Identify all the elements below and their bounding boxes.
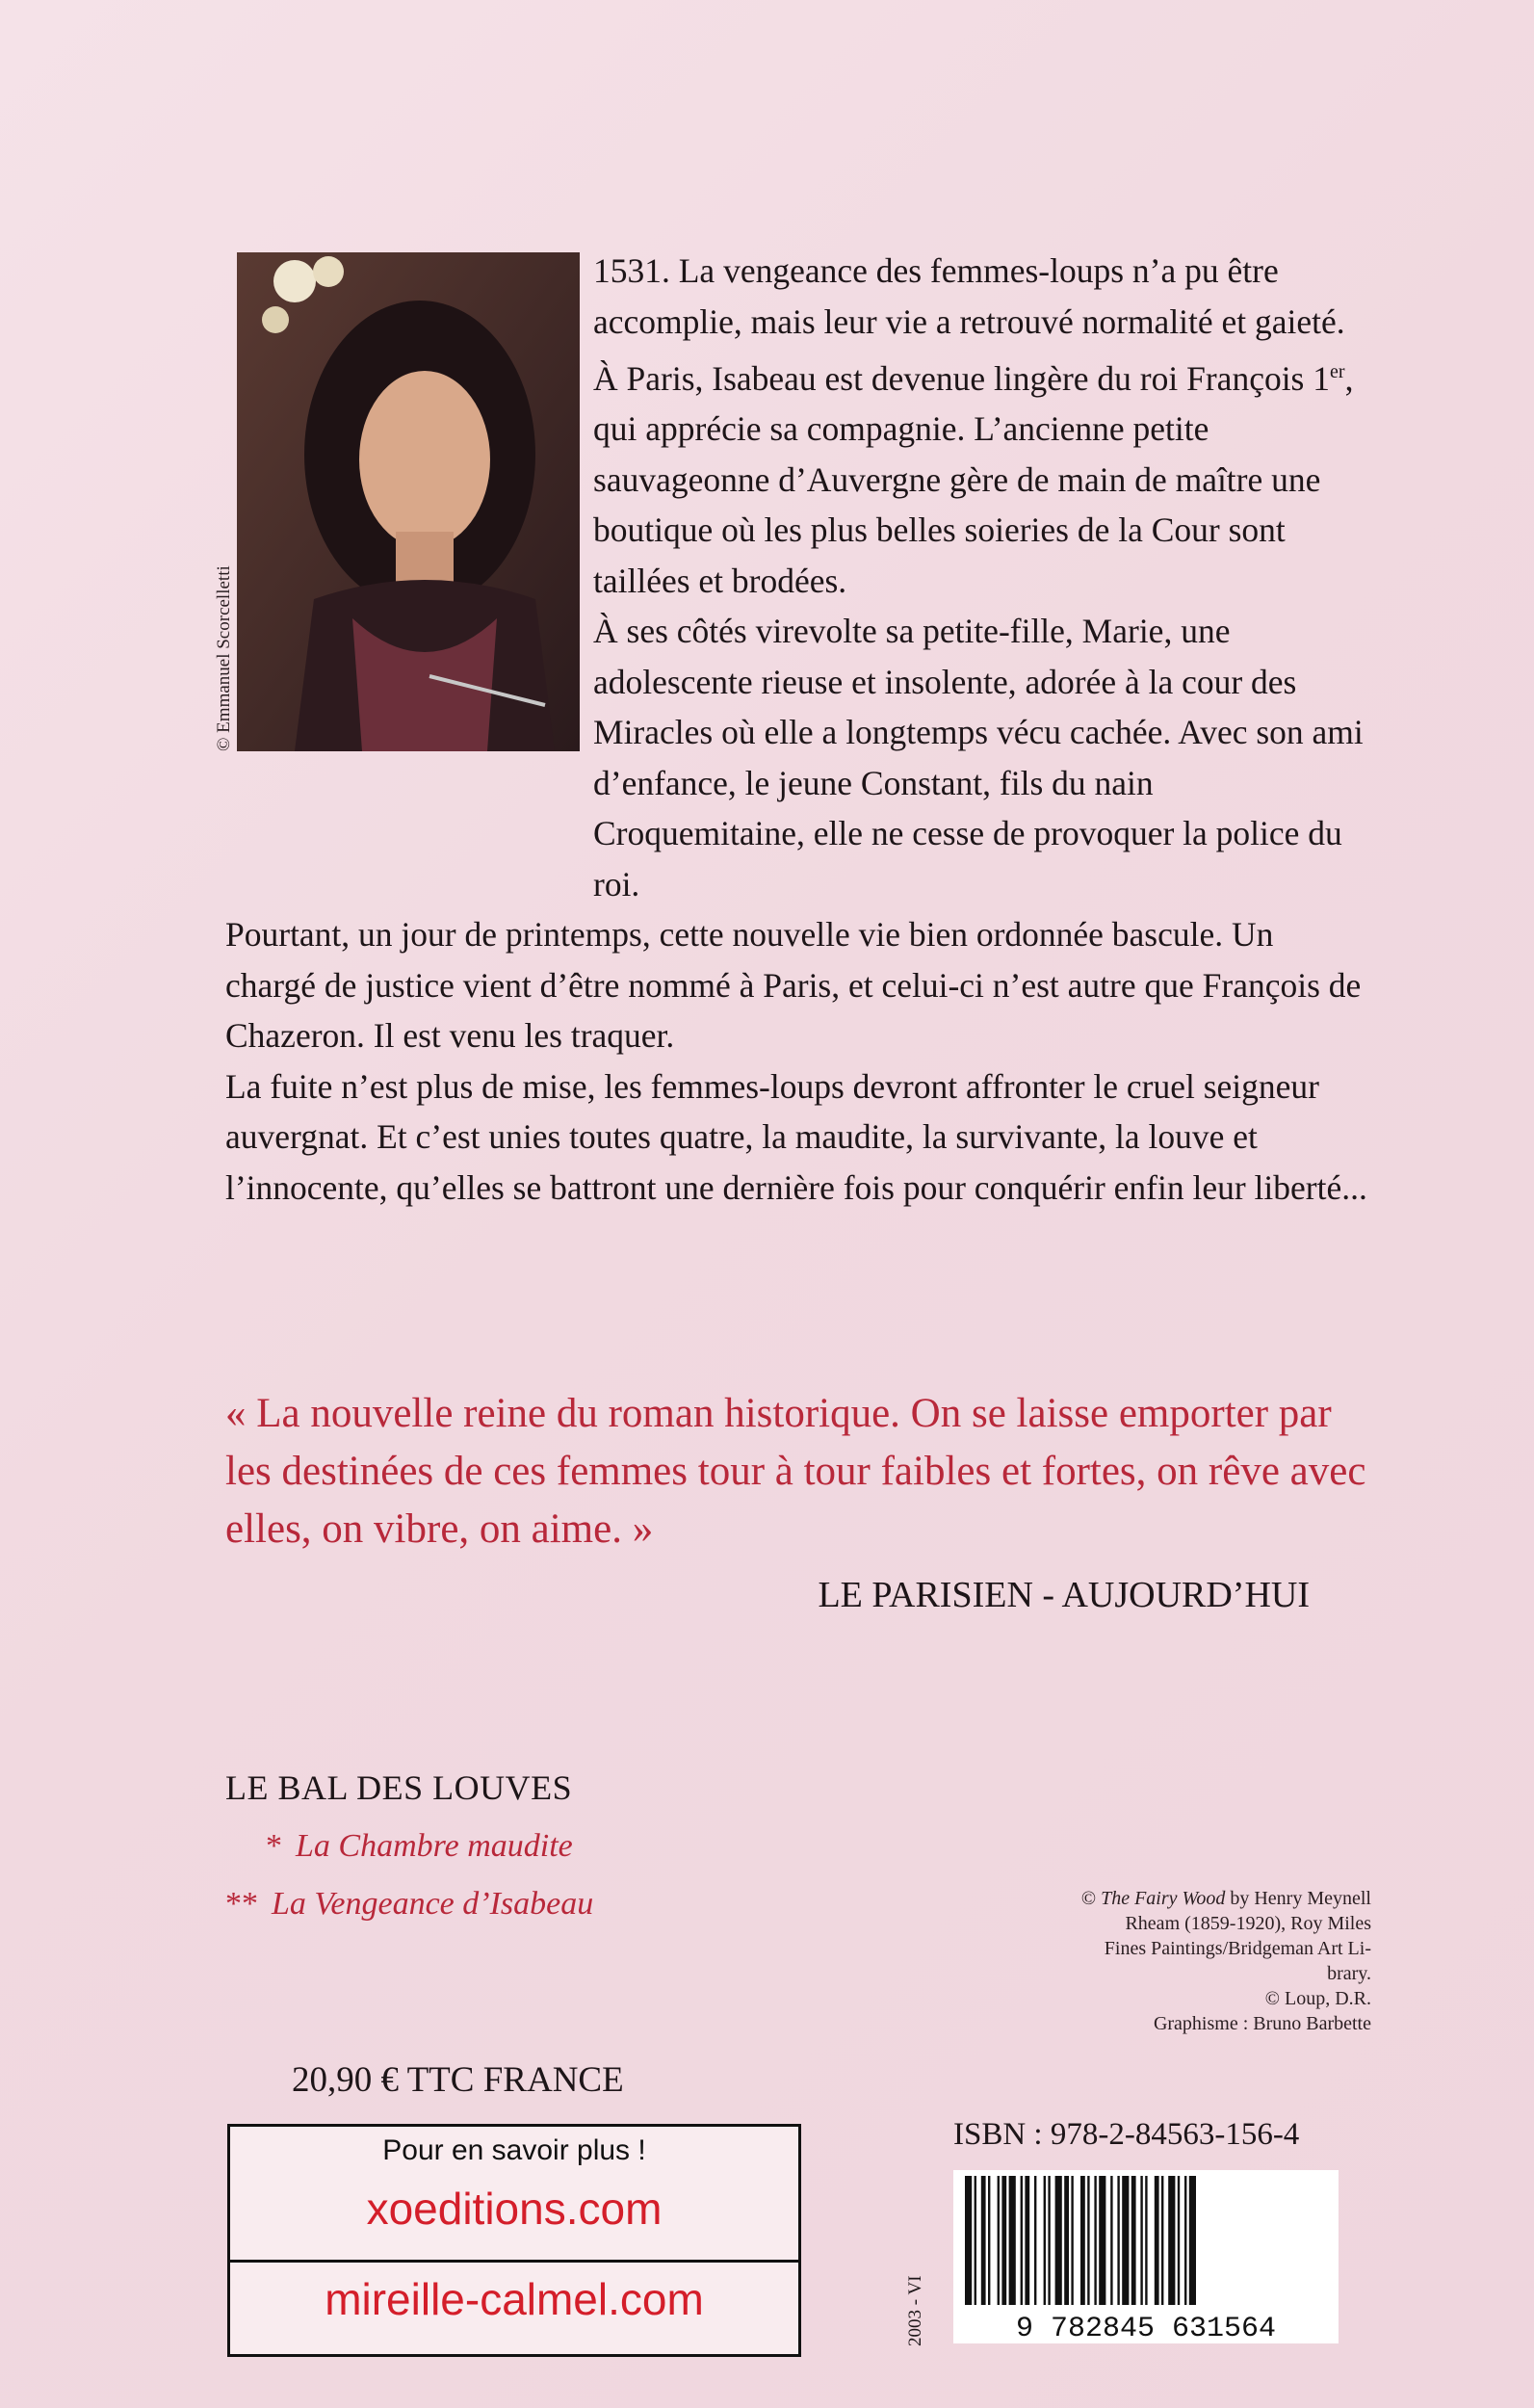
series-list [225, 1767, 593, 1933]
barcode-bar [1131, 2176, 1136, 2305]
barcode-bar [1140, 2176, 1142, 2305]
barcode-bar [1009, 2176, 1016, 2305]
links-box [227, 2124, 801, 2357]
cover-credits: © The Fairy Wood by Henry Meynell Rheam (1859-1920), Roy Miles Fines Paintings/Bridgeman Art Li- brary. © Loup, D.R. Graphisme : Bruno Barbette [1080, 1888, 1371, 2034]
barcode-bars [965, 2176, 1196, 2305]
press-quote: « La nouvelle reine du roman historique. On se laisse emporter par les destinées de ces femmes tour à tour faibles et fortes, on rêve avec elles, on vibre, on aime. » [225, 1391, 1366, 1552]
barcode-bar [1080, 2176, 1085, 2305]
barcode-bar [1110, 2176, 1112, 2305]
barcode-digits: 9 782845 631564 [1015, 2313, 1277, 2343]
barcode-bar [1145, 2176, 1147, 2305]
barcode-bar [1055, 2176, 1062, 2305]
series-title: LE BAL DES LOUVES [225, 1768, 573, 1807]
series-item: * La Chambre maudite [266, 1828, 573, 1864]
barcode-bar [1044, 2176, 1046, 2305]
photo-credit: © Emmanuel Scorcelletti [214, 565, 234, 751]
blurb-paragraph-2: À ses côtés virevolte sa petite-fille, Marie, une adolescente rieuse et insolente, adorée à la cour des Miracles où elle a longtemps vécu cachée. Avec son ami d’enfance, le jeune Constant, fils du nain Croquemitaine, elle ne cesse de provoquer la police du roi. [593, 612, 1364, 903]
quote-source: LE PARISIEN - AUJOURD’HUI [818, 1575, 1310, 1615]
barcode-bar [1155, 2176, 1159, 2305]
barcode-bar [965, 2176, 972, 2305]
website-link-xoeditions[interactable]: xoeditions.com [366, 2184, 663, 2234]
barcode [953, 2170, 1339, 2343]
links-lead: Pour en savoir plus ! [382, 2134, 646, 2166]
barcode-bar [1034, 2176, 1036, 2305]
barcode-bar [1178, 2176, 1180, 2305]
edition-code: 2003 - VI [905, 2275, 925, 2346]
barcode-bar [981, 2176, 986, 2305]
isbn: ISBN : 978-2-84563-156-4 [953, 2117, 1300, 2152]
divider [230, 2260, 798, 2263]
barcode-bar [975, 2176, 976, 2305]
barcode-bar [1099, 2176, 1105, 2305]
barcode-bar [1184, 2176, 1186, 2305]
price: 20,90 € TTC FRANCE [292, 2060, 624, 2100]
blurb-paragraph-4: La fuite n’est plus de mise, les femmes-loups devront affronter le cruel seigneur auvergnat. Et c’est unies toutes quatre, la maudite, la survivante, la louve et l’innocente, qu’elles se battront une dernière fois pour conquérir enfin leur liberté... [225, 1066, 1367, 1207]
barcode-bar [1025, 2176, 1029, 2305]
barcode-bar [988, 2176, 990, 2305]
barcode-bar [1048, 2176, 1050, 2305]
series-item: ** La Vengeance d’Isabeau [225, 1886, 594, 1922]
barcode-bar [1168, 2176, 1175, 2305]
barcode-bar [1189, 2176, 1196, 2305]
barcode-bar [1094, 2176, 1096, 2305]
barcode-bar [1161, 2176, 1163, 2305]
barcode-bar [1001, 2176, 1006, 2305]
barcode-bar [1087, 2176, 1089, 2305]
blurb-paragraph-1: 1531. La vengeance des femmes-loups n’a pu être accomplie, mais leur vie a retrouvé normalité et gaieté. À Paris, Isabeau est devenue lingère du roi François 1er, qui apprécie sa compagnie. L’ancienne petite sauvageonne d’Auvergne gère de main de maître une boutique où les plus belles soieries de la Cour sont taillées et brodées. [593, 251, 1354, 600]
barcode-bar [1021, 2176, 1023, 2305]
barcode-bar [1117, 2176, 1119, 2305]
barcode-bar [1064, 2176, 1069, 2305]
blurb-paragraph-3: Pourtant, un jour de printemps, cette nouvelle vie bien ordonnée bascule. Un chargé de justice vient d’être nommé à Paris, et celui-ci n’est autre que François de Chazeron. Il est venu les traquer. [225, 915, 1362, 1056]
barcode-bar [998, 2176, 1000, 2305]
website-link-author[interactable]: mireille-calmel.com [325, 2274, 704, 2324]
barcode-bar [1122, 2176, 1129, 2305]
blurb-text [225, 246, 1367, 1213]
barcode-bar [1071, 2176, 1073, 2305]
